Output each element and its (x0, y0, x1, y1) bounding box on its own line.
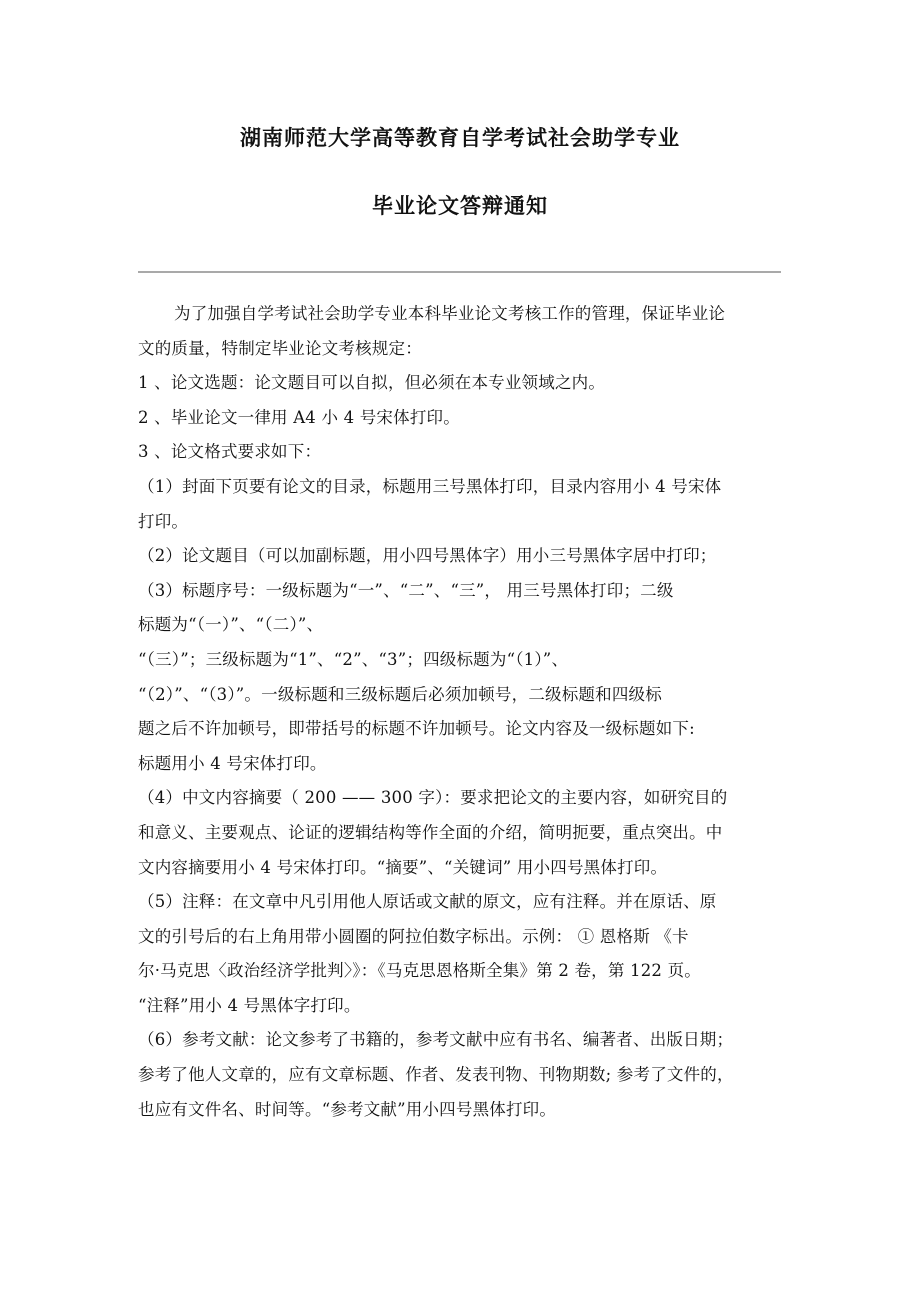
body-line: 打印。 (138, 511, 189, 531)
body-line: 题之后不许加顿号，即带括号的标题不许加顿号。论文内容及一级标题如下: (138, 719, 695, 739)
body-line: 标题为“（一）”、“（二）”、 (138, 615, 324, 635)
body-line: “注释”用小 4 号黑体字打印。 (138, 995, 361, 1015)
body-line: 尔·马克思〈政治经济学批判〉》：《马克思恩格斯全集》第 2 卷，第 122 页。 (138, 961, 701, 981)
body-line: 也应有文件名、时间等。“参考文献”用小四号黑体打印。 (138, 1099, 557, 1119)
format-item-3: （3）标题序号：一级标题为“一”、“二”、“三”， 用三号黑体打印；二级 (138, 580, 674, 600)
format-item-5: （5）注释：在文章中凡引用他人原话或文献的原文，应有注释。并在原话、原 (138, 892, 717, 912)
body-line: “（2）”、“（3）”。一级标题和三级标题后必须加顿号，二级标题和四级标 (138, 684, 662, 704)
body-line: 为了加强自学考试社会助学专业本科毕业论文考核工作的管理，保证毕业论 (174, 304, 726, 323)
format-item-2: （2）论文题目（可以加副标题，用小四号黑体字）用小三号黑体字居中打印； (138, 546, 717, 566)
body-line: 标题用小 4 号宋体打印。 (138, 753, 327, 773)
body-line: 和意义、主要观点、论证的逻辑结构等作全面的介绍，简明扼要，重点突出。中 (138, 822, 723, 842)
format-item-6: （6）参考文献：论文参考了书籍的，参考文献中应有书名、编著者、出版日期； (138, 1030, 734, 1050)
format-item-1: （1）封面下页要有论文的目录，标题用三号黑体打印，目录内容用小 4 号宋体 (138, 476, 722, 496)
rule-item-2: 2 、毕业论文一律用 A4 小 4 号宋体打印。 (138, 407, 460, 427)
body-line: “（三）”；三级标题为“1”、“2”、“3”；四级标题为“（1）”、 (138, 649, 569, 669)
format-item-4: （4）中文内容摘要（ 200 —— 300 字）：要求把论文的主要内容，如研究目的 (138, 788, 728, 808)
body-line: 文的质量，特制定毕业论文考核规定： (138, 338, 422, 358)
document-title: 湖南师范大学高等教育自学考试社会助学专业 (240, 126, 680, 150)
body-line: 文内容摘要用小 4 号宋体打印。“摘要”、“关键词” 用小四号黑体打印。 (138, 857, 668, 877)
document-subtitle: 毕业论文答辩通知 (372, 194, 548, 218)
rule-item-3: 3 、论文格式要求如下： (138, 442, 322, 462)
document-body (138, 297, 788, 1127)
title-divider (138, 271, 781, 273)
body-line: 文的引号后的右上角用带小圆圈的阿拉伯数字标出。示例： ① 恩格斯 《卡 (138, 926, 689, 946)
body-line: 参考了他人文章的，应有文章标题、作者、发表刊物、刊物期数; 参考了文件的， (138, 1065, 734, 1085)
rule-item-1: 1 、论文选题：论文题目可以自拟，但必须在本专业领域之内。 (138, 373, 606, 393)
